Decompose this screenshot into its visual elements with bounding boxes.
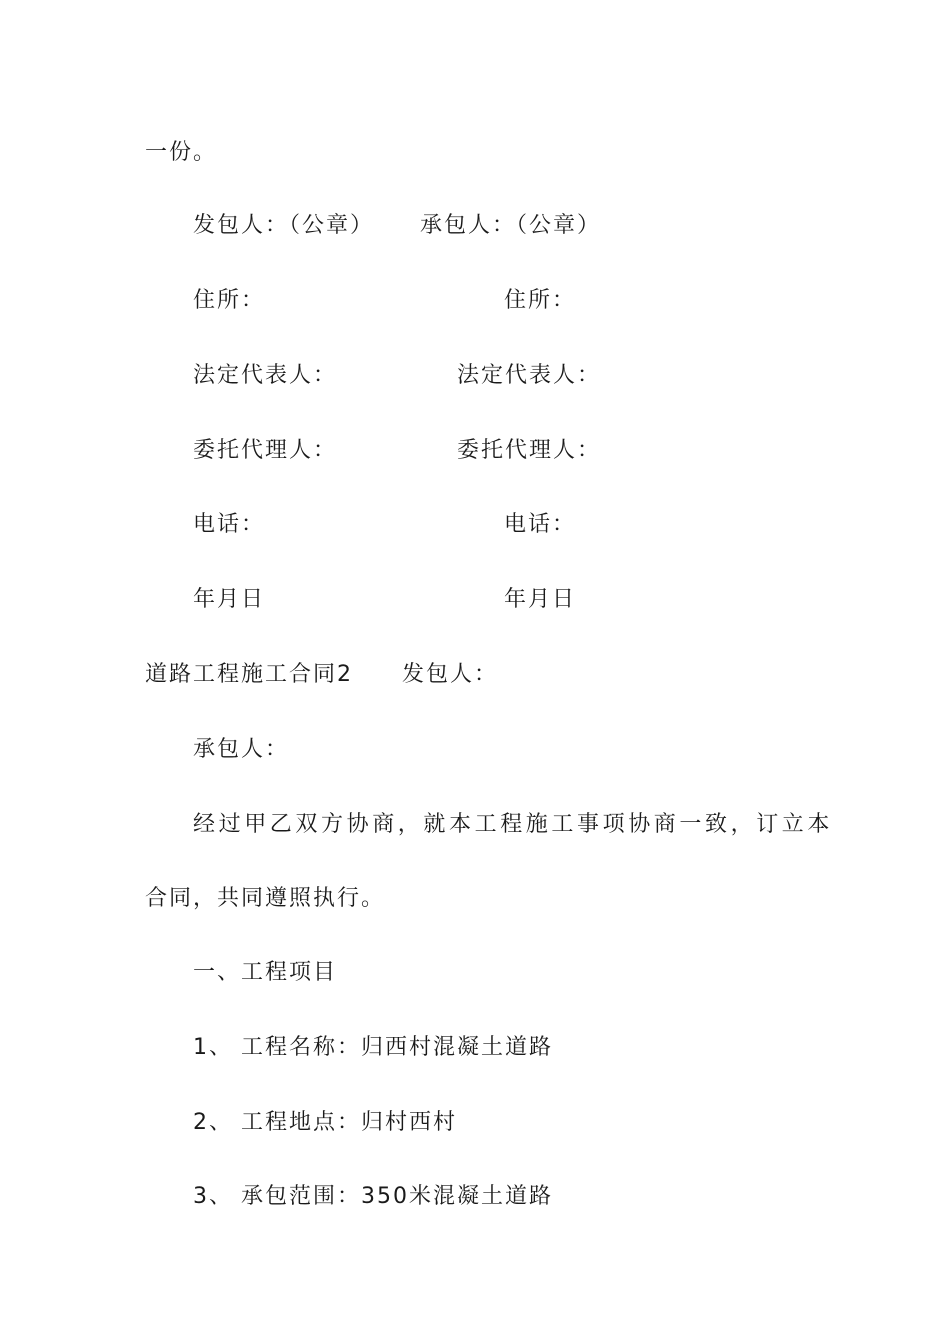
list-item-text: 工程地点：归村西村 [241,1110,458,1135]
list-item-text: 承包范围：350米混凝土道路 [241,1184,553,1209]
address-a-label: 住所： [193,288,266,313]
list-item-number: 3、 [193,1184,233,1209]
intro-paragraph-line2: 合同，共同遵照执行。 [145,886,386,911]
contract-party-a-label: 发包人： [402,662,499,687]
phone-b-label: 电话： [504,512,577,537]
list-item-number: 1、 [193,1035,233,1060]
phone-a-label: 电话： [193,512,266,537]
party-b-seal-label: 承包人：（公章） [420,213,602,238]
intro-paragraph-line1: 经过甲乙双方协商，就本工程施工事项协商一致，订立本 [193,812,834,837]
date-a-label: 年月日 [193,587,266,612]
legal-rep-b-label: 法定代表人： [457,363,602,388]
agent-b-label: 委托代理人： [457,438,602,463]
section-heading: 一、工程项目 [193,960,338,985]
contract-party-b-label: 承包人： [193,737,290,762]
legal-rep-a-label: 法定代表人： [193,363,338,388]
address-b-label: 住所： [504,288,577,313]
agent-a-label: 委托代理人： [193,438,338,463]
list-item-number: 2、 [193,1110,233,1135]
date-b-label: 年月日 [504,587,577,612]
list-item-text: 工程名称：归西村混凝土道路 [241,1035,554,1060]
contract-title: 道路工程施工合同2 [145,662,353,687]
continuation-text: 一份。 [145,140,218,165]
party-a-seal-label: 发包人：（公章） [193,213,375,238]
